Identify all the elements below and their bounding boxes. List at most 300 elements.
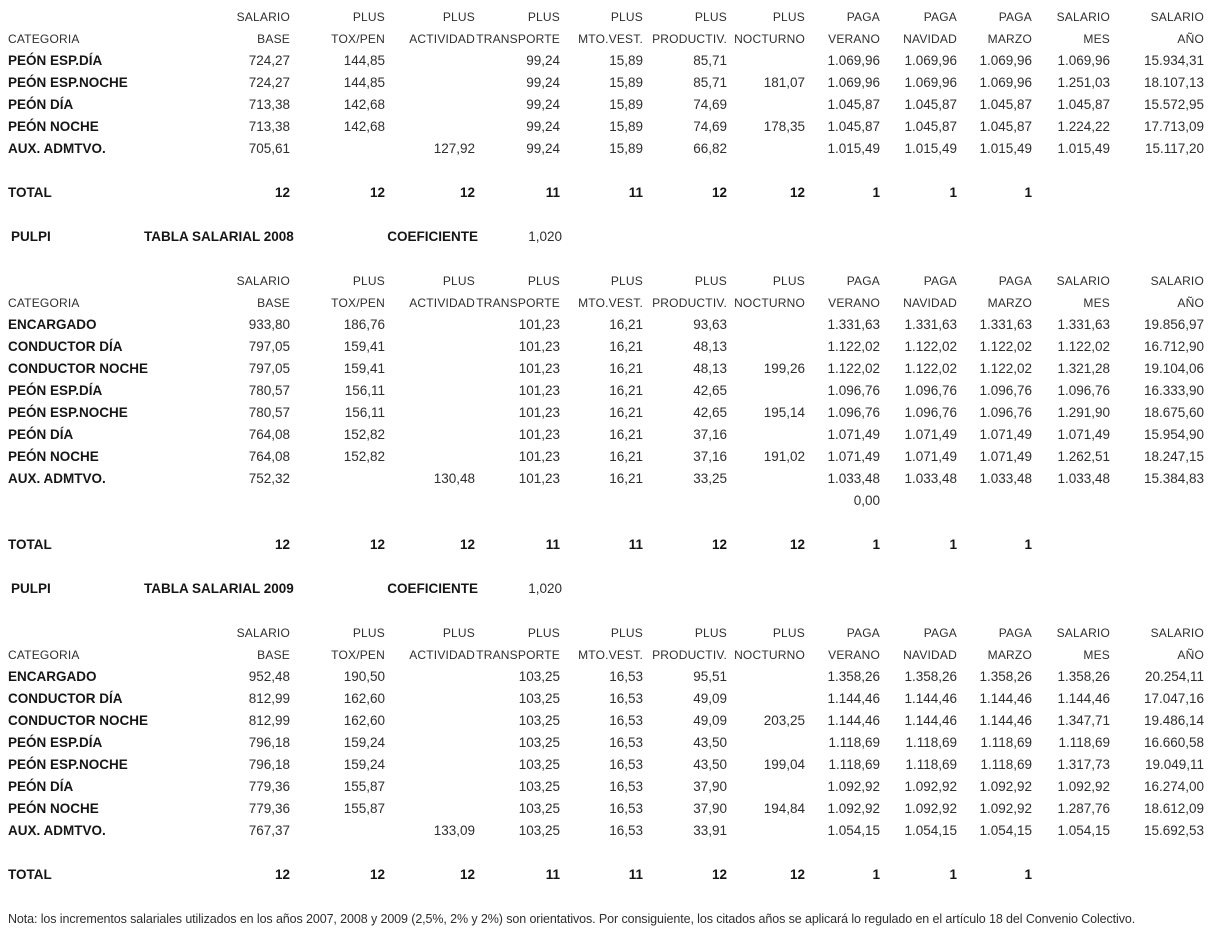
- category-cell: PEÓN ESP.DÍA: [8, 735, 103, 750]
- value-cell: 37,16: [693, 427, 727, 442]
- value-cell: 1.071,49: [827, 427, 880, 442]
- value-cell: 19.486,14: [1143, 713, 1204, 728]
- column-header: ACTIVIDAD: [409, 648, 475, 662]
- total-value-cell: 1: [872, 185, 880, 200]
- value-cell: 1.092,92: [979, 801, 1032, 816]
- value-cell: 19.049,11: [1144, 757, 1204, 772]
- value-cell: 42,65: [693, 405, 727, 420]
- salary-table-2008: [8, 270, 1204, 556]
- value-cell: 15,89: [609, 141, 643, 156]
- total-row: [8, 864, 1204, 886]
- value-cell: 16,53: [609, 757, 643, 772]
- total-value-cell: 1: [1024, 185, 1032, 200]
- total-value-cell: [1110, 182, 1204, 204]
- header-row: [8, 644, 1204, 666]
- column-header: PAGA: [846, 10, 880, 24]
- salary-table-2009: [8, 622, 1204, 886]
- value-cell: 1.069,96: [827, 53, 880, 68]
- value-cell: 162,60: [343, 713, 385, 728]
- column-header: PLUS: [694, 10, 727, 24]
- value-cell: 812,99: [248, 713, 290, 728]
- value-cell: [290, 490, 385, 512]
- value-cell: 1.358,26: [979, 669, 1032, 684]
- column-header: PLUS: [442, 10, 475, 24]
- value-cell: 16,21: [609, 471, 643, 486]
- value-cell: 1.071,49: [979, 449, 1032, 464]
- value-cell: 133,09: [433, 823, 475, 838]
- value-cell: 1.033,48: [827, 471, 880, 486]
- value-cell: [727, 468, 805, 490]
- column-header: TOX/PEN: [331, 32, 385, 46]
- footnote: Nota: los incrementos salariales utilizados en los años 2007, 2008 y 2009 (2,5%, 2% y 2%) son orientativos. Por consiguiente, los citados años se aplicará lo regulado en el artículo 18 del Convenio Colectivo.: [8, 912, 1136, 926]
- value-cell: 1.045,87: [827, 97, 880, 112]
- column-header: NOCTURNO: [734, 296, 805, 310]
- column-header: SALARIO: [236, 626, 290, 640]
- column-header: PAGA: [846, 274, 880, 288]
- column-header: VERANO: [828, 32, 880, 46]
- column-header: PLUS: [352, 626, 385, 640]
- value-cell: 1.069,96: [904, 75, 957, 90]
- value-cell: 713,38: [248, 119, 290, 134]
- value-cell: 796,18: [248, 757, 290, 772]
- value-cell: 103,25: [518, 757, 560, 772]
- column-header: NOCTURNO: [734, 648, 805, 662]
- column-header: MARZO: [987, 648, 1032, 662]
- total-label-cell: TOTAL: [8, 185, 52, 200]
- total-label-cell: TOTAL: [8, 537, 52, 552]
- value-cell: 1.331,63: [1057, 317, 1110, 332]
- value-cell: 103,25: [518, 691, 560, 706]
- value-cell: 1.144,46: [979, 713, 1032, 728]
- value-cell: 101,23: [518, 361, 560, 376]
- value-cell: 15.954,90: [1143, 427, 1204, 442]
- value-cell: 101,23: [518, 317, 560, 332]
- value-cell: 796,18: [248, 735, 290, 750]
- value-cell: [727, 820, 805, 842]
- value-cell: 1.262,51: [1057, 449, 1110, 464]
- column-header: AÑO: [1177, 296, 1204, 310]
- value-cell: 74,69: [693, 119, 727, 134]
- table-row: [8, 446, 1204, 468]
- value-cell: 1.331,63: [904, 317, 957, 332]
- total-value-cell: [1032, 182, 1110, 204]
- value-cell: 1.045,87: [904, 97, 957, 112]
- total-value-cell: 12: [369, 867, 385, 882]
- value-cell: 33,91: [693, 823, 727, 838]
- total-value-cell: 12: [459, 867, 475, 882]
- total-value-cell: 12: [274, 867, 290, 882]
- value-cell: 1.096,76: [979, 405, 1032, 420]
- value-cell: 144,85: [343, 53, 385, 68]
- value-cell: 16.660,58: [1143, 735, 1204, 750]
- column-header: BASE: [257, 648, 290, 662]
- value-cell: 1.118,69: [980, 735, 1032, 750]
- value-cell: 1.224,22: [1057, 119, 1110, 134]
- category-cell: PEÓN DÍA: [8, 779, 74, 794]
- column-header: PLUS: [610, 626, 643, 640]
- table-row: [8, 468, 1204, 490]
- value-cell: 1.287,76: [1057, 801, 1110, 816]
- column-header: VERANO: [828, 648, 880, 662]
- value-cell: [727, 94, 805, 116]
- value-cell: [560, 490, 643, 512]
- total-value-cell: 12: [459, 537, 475, 552]
- value-cell: 101,23: [518, 339, 560, 354]
- table-row: [8, 94, 1204, 116]
- company-label: PULPI: [11, 581, 51, 596]
- column-header: PLUS: [442, 274, 475, 288]
- value-cell: 1.118,69: [980, 757, 1032, 772]
- value-cell: 101,23: [518, 405, 560, 420]
- table-row: [8, 380, 1204, 402]
- value-cell: 15,89: [609, 75, 643, 90]
- value-cell: 1.358,26: [1057, 669, 1110, 684]
- value-cell: 37,16: [693, 449, 727, 464]
- value-cell: [385, 314, 475, 336]
- value-cell: 16,53: [609, 779, 643, 794]
- value-cell: 199,26: [763, 361, 805, 376]
- total-row: [8, 182, 1204, 204]
- value-cell: 1.331,63: [827, 317, 880, 332]
- total-value-cell: 12: [274, 537, 290, 552]
- total-value-cell: [1032, 534, 1110, 556]
- value-cell: 1.071,49: [904, 427, 957, 442]
- value-cell: 15,89: [609, 97, 643, 112]
- value-cell: 952,48: [248, 669, 290, 684]
- category-cell: PEÓN ESP.NOCHE: [8, 405, 128, 420]
- table-row: [8, 710, 1204, 732]
- category-cell: PEÓN DÍA: [8, 427, 74, 442]
- column-header: BASE: [257, 296, 290, 310]
- value-cell: 15.692,53: [1143, 823, 1204, 838]
- column-header: PLUS: [694, 626, 727, 640]
- column-header: TOX/PEN: [331, 296, 385, 310]
- column-header: PLUS: [610, 10, 643, 24]
- value-cell: 1.122,02: [1057, 339, 1110, 354]
- value-cell: [727, 50, 805, 72]
- total-value-cell: 12: [711, 185, 727, 200]
- value-cell: 1.144,46: [1057, 691, 1110, 706]
- total-value-cell: [1110, 534, 1204, 556]
- value-cell: 1.033,48: [1057, 471, 1110, 486]
- value-cell: 1.317,73: [1057, 757, 1110, 772]
- column-header: AÑO: [1177, 648, 1204, 662]
- column-header: CATEGORIA: [8, 296, 80, 310]
- value-cell: 144,85: [343, 75, 385, 90]
- value-cell: 1.092,92: [827, 779, 880, 794]
- value-cell: 16,53: [609, 735, 643, 750]
- value-cell: [385, 732, 475, 754]
- value-cell: 1.033,48: [979, 471, 1032, 486]
- coefficient-value: 1,020: [528, 581, 562, 596]
- column-header: PAGA: [998, 10, 1032, 24]
- value-cell: [385, 776, 475, 798]
- table-title-2008: [8, 226, 1204, 248]
- value-cell: 43,50: [693, 735, 727, 750]
- total-value-cell: 12: [789, 867, 805, 882]
- value-cell: 49,09: [693, 713, 727, 728]
- header-row: [8, 292, 1204, 314]
- value-cell: 1.015,49: [979, 141, 1032, 156]
- table-row: [8, 116, 1204, 138]
- total-value-cell: 11: [628, 185, 643, 200]
- value-cell: 1.122,02: [979, 339, 1032, 354]
- column-header: SALARIO: [1150, 10, 1204, 24]
- value-cell: 764,08: [248, 427, 290, 442]
- table-name-2008: TABLA SALARIAL 2008: [144, 229, 294, 244]
- value-cell: 15.384,83: [1143, 471, 1204, 486]
- value-cell: 99,24: [526, 141, 560, 156]
- value-cell: 1.096,76: [827, 405, 880, 420]
- column-header: MES: [1083, 648, 1110, 662]
- value-cell: 713,38: [248, 97, 290, 112]
- spacer-row: [8, 160, 1204, 182]
- value-cell: 16,53: [609, 669, 643, 684]
- category-cell: AUX. ADMTVO.: [8, 141, 106, 156]
- value-cell: 1.092,92: [904, 779, 957, 794]
- value-cell: [385, 666, 475, 688]
- column-header: VERANO: [828, 296, 880, 310]
- value-cell: 199,04: [763, 757, 805, 772]
- category-cell: PEÓN DÍA: [8, 97, 74, 112]
- value-cell: 1.069,96: [904, 53, 957, 68]
- total-value-cell: 11: [628, 537, 643, 552]
- category-cell: CONDUCTOR DÍA: [8, 691, 123, 706]
- value-cell: 101,23: [518, 427, 560, 442]
- table-row: [8, 314, 1204, 336]
- column-header: SALARIO: [1150, 626, 1204, 640]
- value-cell: 1.321,28: [1057, 361, 1110, 376]
- value-cell: 17.047,16: [1143, 691, 1204, 706]
- category-cell: CONDUCTOR NOCHE: [8, 361, 149, 376]
- value-cell: 142,68: [343, 97, 385, 112]
- value-cell: [727, 424, 805, 446]
- company-label: PULPI: [11, 229, 51, 244]
- value-cell: 16,53: [609, 801, 643, 816]
- column-header: MARZO: [987, 296, 1032, 310]
- value-cell: 159,41: [343, 339, 385, 354]
- table-row: [8, 358, 1204, 380]
- value-cell: 1.092,92: [979, 779, 1032, 794]
- column-header: PAGA: [846, 626, 880, 640]
- column-header: PLUS: [527, 10, 560, 24]
- value-cell: 1.122,02: [904, 361, 957, 376]
- value-cell: 1.045,87: [979, 119, 1032, 134]
- value-cell: 16,53: [609, 823, 643, 838]
- value-cell: 1.045,87: [1057, 97, 1110, 112]
- value-cell: 1.331,63: [979, 317, 1032, 332]
- value-cell: 18.612,09: [1143, 801, 1204, 816]
- column-header: NAVIDAD: [903, 648, 957, 662]
- value-cell: 1.358,26: [904, 669, 957, 684]
- value-cell: 16,21: [609, 339, 643, 354]
- value-cell: 16,21: [609, 361, 643, 376]
- category-cell: PEÓN ESP.NOCHE: [8, 75, 128, 90]
- value-cell: 17.713,09: [1143, 119, 1204, 134]
- spacer-row: [8, 512, 1204, 534]
- value-cell: 33,25: [693, 471, 727, 486]
- spacer-row: [8, 842, 1204, 864]
- value-cell: 1.045,87: [904, 119, 957, 134]
- column-header: MTO.VEST.: [578, 32, 643, 46]
- total-value-cell: [1032, 864, 1110, 886]
- column-header: AÑO: [1177, 32, 1204, 46]
- value-cell: 15,89: [609, 119, 643, 134]
- value-cell: 1.092,92: [1057, 779, 1110, 794]
- total-value-cell: 1: [949, 867, 957, 882]
- column-header: BASE: [257, 32, 290, 46]
- value-cell: 1.118,69: [905, 757, 957, 772]
- value-cell: 0,00: [853, 493, 880, 508]
- value-cell: 1.071,49: [1057, 427, 1110, 442]
- value-cell: 48,13: [693, 361, 727, 376]
- column-header: PLUS: [527, 274, 560, 288]
- value-cell: 203,25: [763, 713, 805, 728]
- value-cell: 15.117,20: [1144, 141, 1204, 156]
- value-cell: 15,89: [609, 53, 643, 68]
- value-cell: 19.104,06: [1143, 361, 1204, 376]
- value-cell: 1.347,71: [1057, 713, 1110, 728]
- column-header: SALARIO: [1056, 626, 1110, 640]
- value-cell: 142,68: [343, 119, 385, 134]
- value-cell: 85,71: [693, 75, 727, 90]
- value-cell: 1.144,46: [827, 713, 880, 728]
- value-cell: 156,11: [344, 405, 385, 420]
- value-cell: 1.118,69: [828, 757, 880, 772]
- column-header: PLUS: [610, 274, 643, 288]
- value-cell: 18.247,15: [1143, 449, 1204, 464]
- value-cell: 103,25: [518, 779, 560, 794]
- value-cell: 1.144,46: [979, 691, 1032, 706]
- column-header: [8, 270, 212, 292]
- table-row: [8, 688, 1204, 710]
- value-cell: 18.107,13: [1143, 75, 1204, 90]
- value-cell: [385, 94, 475, 116]
- value-cell: 797,05: [248, 361, 290, 376]
- category-cell: PEÓN ESP.DÍA: [8, 383, 103, 398]
- value-cell: 1.069,96: [827, 75, 880, 90]
- value-cell: [385, 710, 475, 732]
- value-cell: 1.096,76: [827, 383, 880, 398]
- total-value-cell: 1: [1024, 537, 1032, 552]
- value-cell: 1.118,69: [828, 735, 880, 750]
- value-cell: [385, 336, 475, 358]
- table-row: [8, 798, 1204, 820]
- value-cell: 159,24: [343, 735, 385, 750]
- value-cell: [290, 468, 385, 490]
- value-cell: 186,76: [343, 317, 385, 332]
- value-cell: 156,11: [344, 383, 385, 398]
- value-cell: 190,50: [343, 669, 385, 684]
- table-row: [8, 72, 1204, 94]
- column-header: PRODUCTIV.: [652, 32, 727, 46]
- column-header: SALARIO: [1056, 274, 1110, 288]
- column-header: PLUS: [442, 626, 475, 640]
- value-cell: 15.934,31: [1143, 53, 1204, 68]
- value-cell: 1.071,49: [979, 427, 1032, 442]
- column-header: SALARIO: [1056, 10, 1110, 24]
- value-cell: 1.054,15: [1057, 823, 1110, 838]
- column-header: MES: [1083, 32, 1110, 46]
- value-cell: 1.122,02: [827, 361, 880, 376]
- column-header: PLUS: [772, 274, 805, 288]
- value-cell: 130,48: [433, 471, 475, 486]
- total-value-cell: 12: [711, 867, 727, 882]
- value-cell: 1.015,49: [827, 141, 880, 156]
- column-header: PLUS: [772, 10, 805, 24]
- value-cell: 15.572,95: [1143, 97, 1204, 112]
- category-cell: ENCARGADO: [8, 317, 97, 332]
- value-cell: 1.071,49: [827, 449, 880, 464]
- total-value-cell: 12: [274, 185, 290, 200]
- value-cell: [385, 798, 475, 820]
- value-cell: 812,99: [248, 691, 290, 706]
- value-cell: [727, 776, 805, 798]
- value-cell: [385, 358, 475, 380]
- value-cell: 1.092,92: [904, 801, 957, 816]
- column-header: [8, 6, 212, 28]
- table-name-2009: TABLA SALARIAL 2009: [144, 581, 294, 596]
- value-cell: 42,65: [693, 383, 727, 398]
- value-cell: [212, 490, 290, 512]
- table-row: [8, 424, 1204, 446]
- value-cell: 1.144,46: [827, 691, 880, 706]
- value-cell: 1.251,03: [1057, 75, 1110, 90]
- table-row: [8, 402, 1204, 424]
- value-cell: 1.054,15: [979, 823, 1032, 838]
- value-cell: 933,80: [248, 317, 290, 332]
- value-cell: [1110, 490, 1204, 512]
- value-cell: [1032, 490, 1110, 512]
- category-cell: [8, 490, 212, 512]
- column-header: PLUS: [772, 626, 805, 640]
- value-cell: 99,24: [526, 75, 560, 90]
- table-title-2009: [8, 578, 1204, 600]
- column-header: PAGA: [923, 626, 957, 640]
- value-cell: 1.045,87: [979, 97, 1032, 112]
- column-header: TRANSPORTE: [476, 32, 560, 46]
- value-cell: [385, 446, 475, 468]
- value-cell: 1.069,96: [979, 53, 1032, 68]
- value-cell: 127,92: [433, 141, 475, 156]
- total-value-cell: 12: [789, 185, 805, 200]
- value-cell: [290, 820, 385, 842]
- value-cell: 1.096,76: [979, 383, 1032, 398]
- total-value-cell: 1: [949, 537, 957, 552]
- value-cell: 103,25: [518, 823, 560, 838]
- value-cell: [727, 314, 805, 336]
- value-cell: 1.358,26: [827, 669, 880, 684]
- value-cell: [385, 754, 475, 776]
- value-cell: 1.054,15: [827, 823, 880, 838]
- total-value-cell: 12: [369, 537, 385, 552]
- value-cell: 20.254,11: [1144, 669, 1204, 684]
- value-cell: [727, 380, 805, 402]
- column-header: PLUS: [694, 274, 727, 288]
- column-header: PRODUCTIV.: [652, 296, 727, 310]
- category-cell: CONDUCTOR DÍA: [8, 339, 123, 354]
- column-header: SALARIO: [236, 274, 290, 288]
- value-cell: 780,57: [248, 405, 290, 420]
- table-row: [8, 666, 1204, 688]
- category-cell: PEÓN ESP.DÍA: [8, 53, 103, 68]
- category-cell: CONDUCTOR NOCHE: [8, 713, 149, 728]
- value-cell: [385, 50, 475, 72]
- value-cell: 1.071,49: [904, 449, 957, 464]
- value-cell: [290, 138, 385, 160]
- value-cell: 95,51: [693, 669, 727, 684]
- category-cell: PEÓN NOCHE: [8, 801, 99, 816]
